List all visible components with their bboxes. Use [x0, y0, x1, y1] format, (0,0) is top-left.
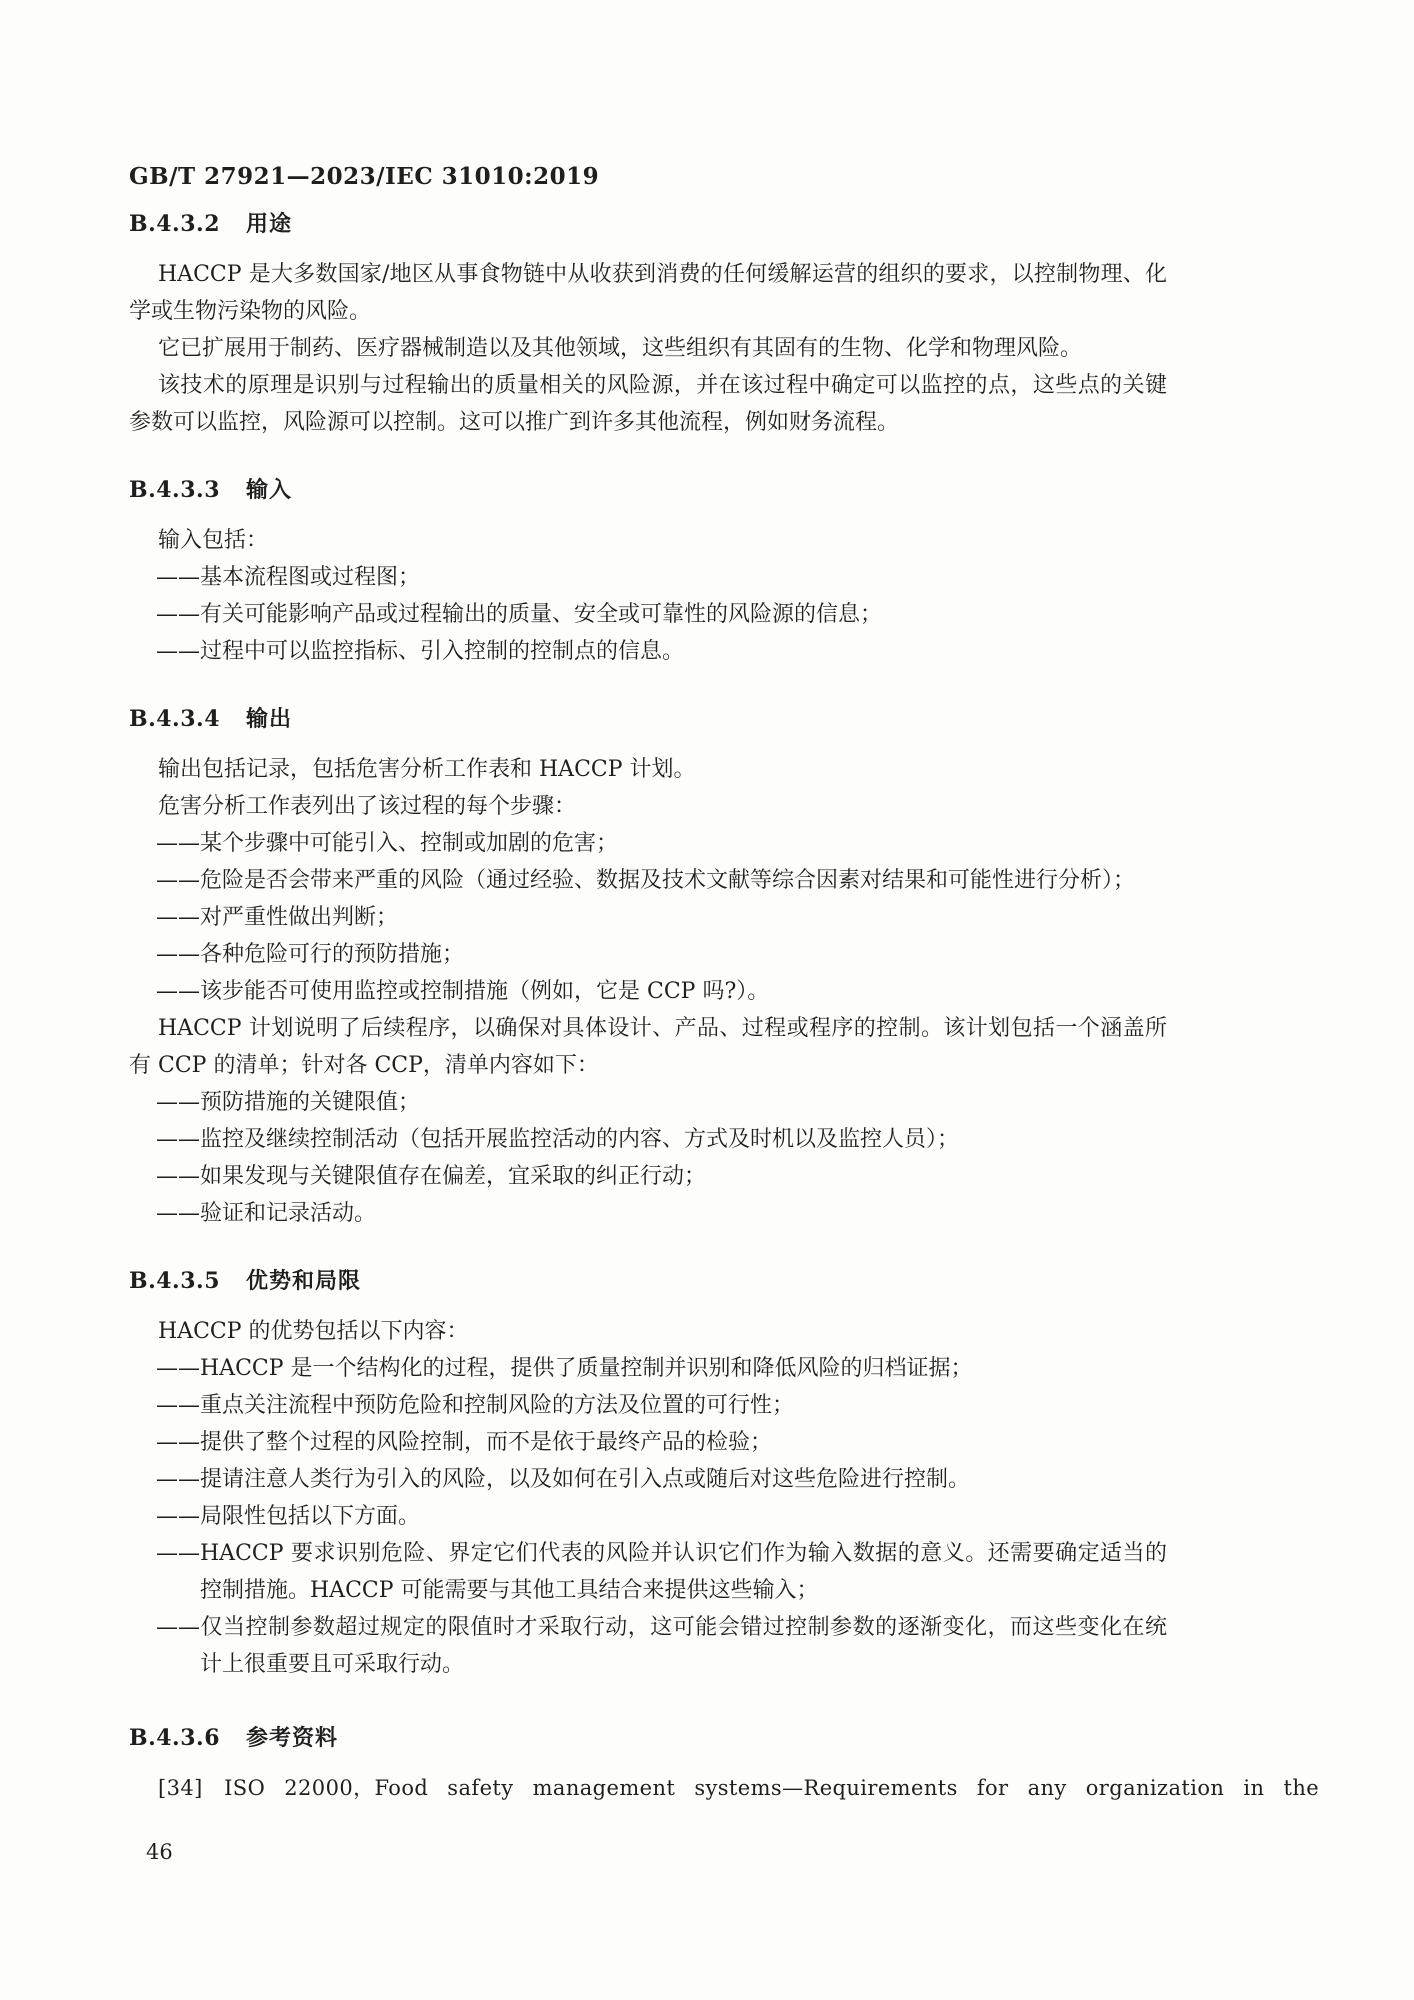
page-number: 46: [146, 1840, 173, 1864]
section-inputs: [129, 475, 1167, 670]
list-item: ——提请注意人类行为引入的风险，以及如何在引入点或随后对这些危险进行控制。: [156, 1467, 971, 1492]
section-title: 输出: [246, 707, 293, 732]
section-heading: [129, 1723, 1167, 1754]
section-references: [129, 1723, 1320, 1807]
list-item: ——某个步骤中可能引入、控制或加剧的危害；: [156, 831, 619, 856]
section-number: B.4.3.3: [129, 477, 220, 503]
list-item: ——验证和记录活动。: [156, 1201, 377, 1226]
section-heading: [129, 475, 1167, 506]
list-item: ——重点关注流程中预防危险和控制风险的方法及位置的可行性；: [156, 1393, 795, 1418]
paragraph: 输出包括记录，包括危害分析工作表和 HACCP 计划。: [158, 757, 696, 782]
section-strengths-limitations: [129, 1266, 1167, 1683]
section-heading: [129, 1266, 1167, 1297]
section-number: B.4.3.4: [129, 706, 220, 732]
document-header: GB/T 27921—2023/IEC 31010:2019: [129, 163, 600, 190]
list-item: ——HACCP 要求识别危险、界定它们代表的风险并认识它们作为输入数据的意义。还需要确定适当的控制措施。HACCP 可能需要与其他工具结合来提供这些输入；: [156, 1541, 1167, 1603]
list-item: ——局限性包括以下方面。: [156, 1504, 421, 1529]
list-item: ——监控及继续控制活动（包括开展监控活动的内容、方式及时机以及监控人员）；: [156, 1127, 960, 1152]
paragraph: 危害分析工作表列出了该过程的每个步骤：: [158, 794, 577, 819]
list-item: ——如果发现与关键限值存在偏差，宜采取的纠正行动；: [156, 1164, 707, 1189]
page-content: [129, 163, 1320, 1807]
list-item: ——各种危险可行的预防措施；: [156, 942, 465, 967]
section-title: 优势和局限: [246, 1269, 362, 1294]
list-item: ——提供了整个过程的风险控制，而不是依于最终产品的检验；: [156, 1430, 773, 1455]
paragraph: HACCP 计划说明了后续程序，以确保对具体设计、产品、过程或程序的控制。该计划包括一个涵盖所有 CCP 的清单；针对各 CCP，清单内容如下：: [129, 1016, 1167, 1078]
paragraph: 它已扩展用于制药、医疗器械制造以及其他领域，这些组织有其固有的生物、化学和物理风险。: [158, 336, 1083, 361]
section-title: 输入: [246, 478, 293, 503]
paragraph: 该技术的原理是识别与过程输出的质量相关的风险源，并在该过程中确定可以监控的点，这些点的关键参数可以监控，风险源可以控制。这可以推广到许多其他流程，例如财务流程。: [129, 373, 1167, 435]
list-item: ——HACCP 是一个结构化的过程，提供了质量控制并识别和降低风险的归档证据；: [156, 1356, 973, 1381]
list-item: ——该步能否可使用监控或控制措施（例如，它是 CCP 吗?）。: [156, 979, 770, 1004]
paragraph: HACCP 是大多数国家/地区从事食物链中从收获到消费的任何缓解运营的组织的要求，以控制物理、化学或生物污染物的风险。: [129, 262, 1167, 324]
section-heading: [129, 209, 1167, 240]
list-item: ——危险是否会带来严重的风险（通过经验、数据及技术文献等综合因素对结果和可能性进行分析）；: [156, 868, 1136, 893]
reference-entry: [34] ISO 22000，Food safety management systems—Requirements for any organization in the: [158, 1776, 1320, 1800]
section-number: B.4.3.2: [129, 211, 220, 237]
section-number: B.4.3.6: [129, 1725, 220, 1751]
section-title: 参考资料: [246, 1726, 339, 1751]
section-outputs: [129, 704, 1167, 1232]
section-purpose: [129, 209, 1167, 441]
list-item: ——有关可能影响产品或过程输出的质量、安全或可靠性的风险源的信息；: [156, 602, 883, 627]
list-item: ——仅当控制参数超过规定的限值时才采取行动，这可能会错过控制参数的逐渐变化，而这些变化在统计上很重要且可采取行动。: [156, 1615, 1167, 1677]
list-item: ——基本流程图或过程图；: [156, 565, 421, 590]
paragraph: 输入包括：: [158, 528, 269, 553]
list-item: ——过程中可以监控指标、引入控制的控制点的信息。: [156, 639, 685, 664]
section-title: 用途: [246, 212, 293, 237]
list-item: ——预防措施的关键限值；: [156, 1090, 421, 1115]
section-heading: [129, 704, 1167, 735]
section-number: B.4.3.5: [129, 1268, 220, 1294]
list-item: ——对严重性做出判断；: [156, 905, 399, 930]
paragraph: HACCP 的优势包括以下内容：: [158, 1319, 469, 1344]
